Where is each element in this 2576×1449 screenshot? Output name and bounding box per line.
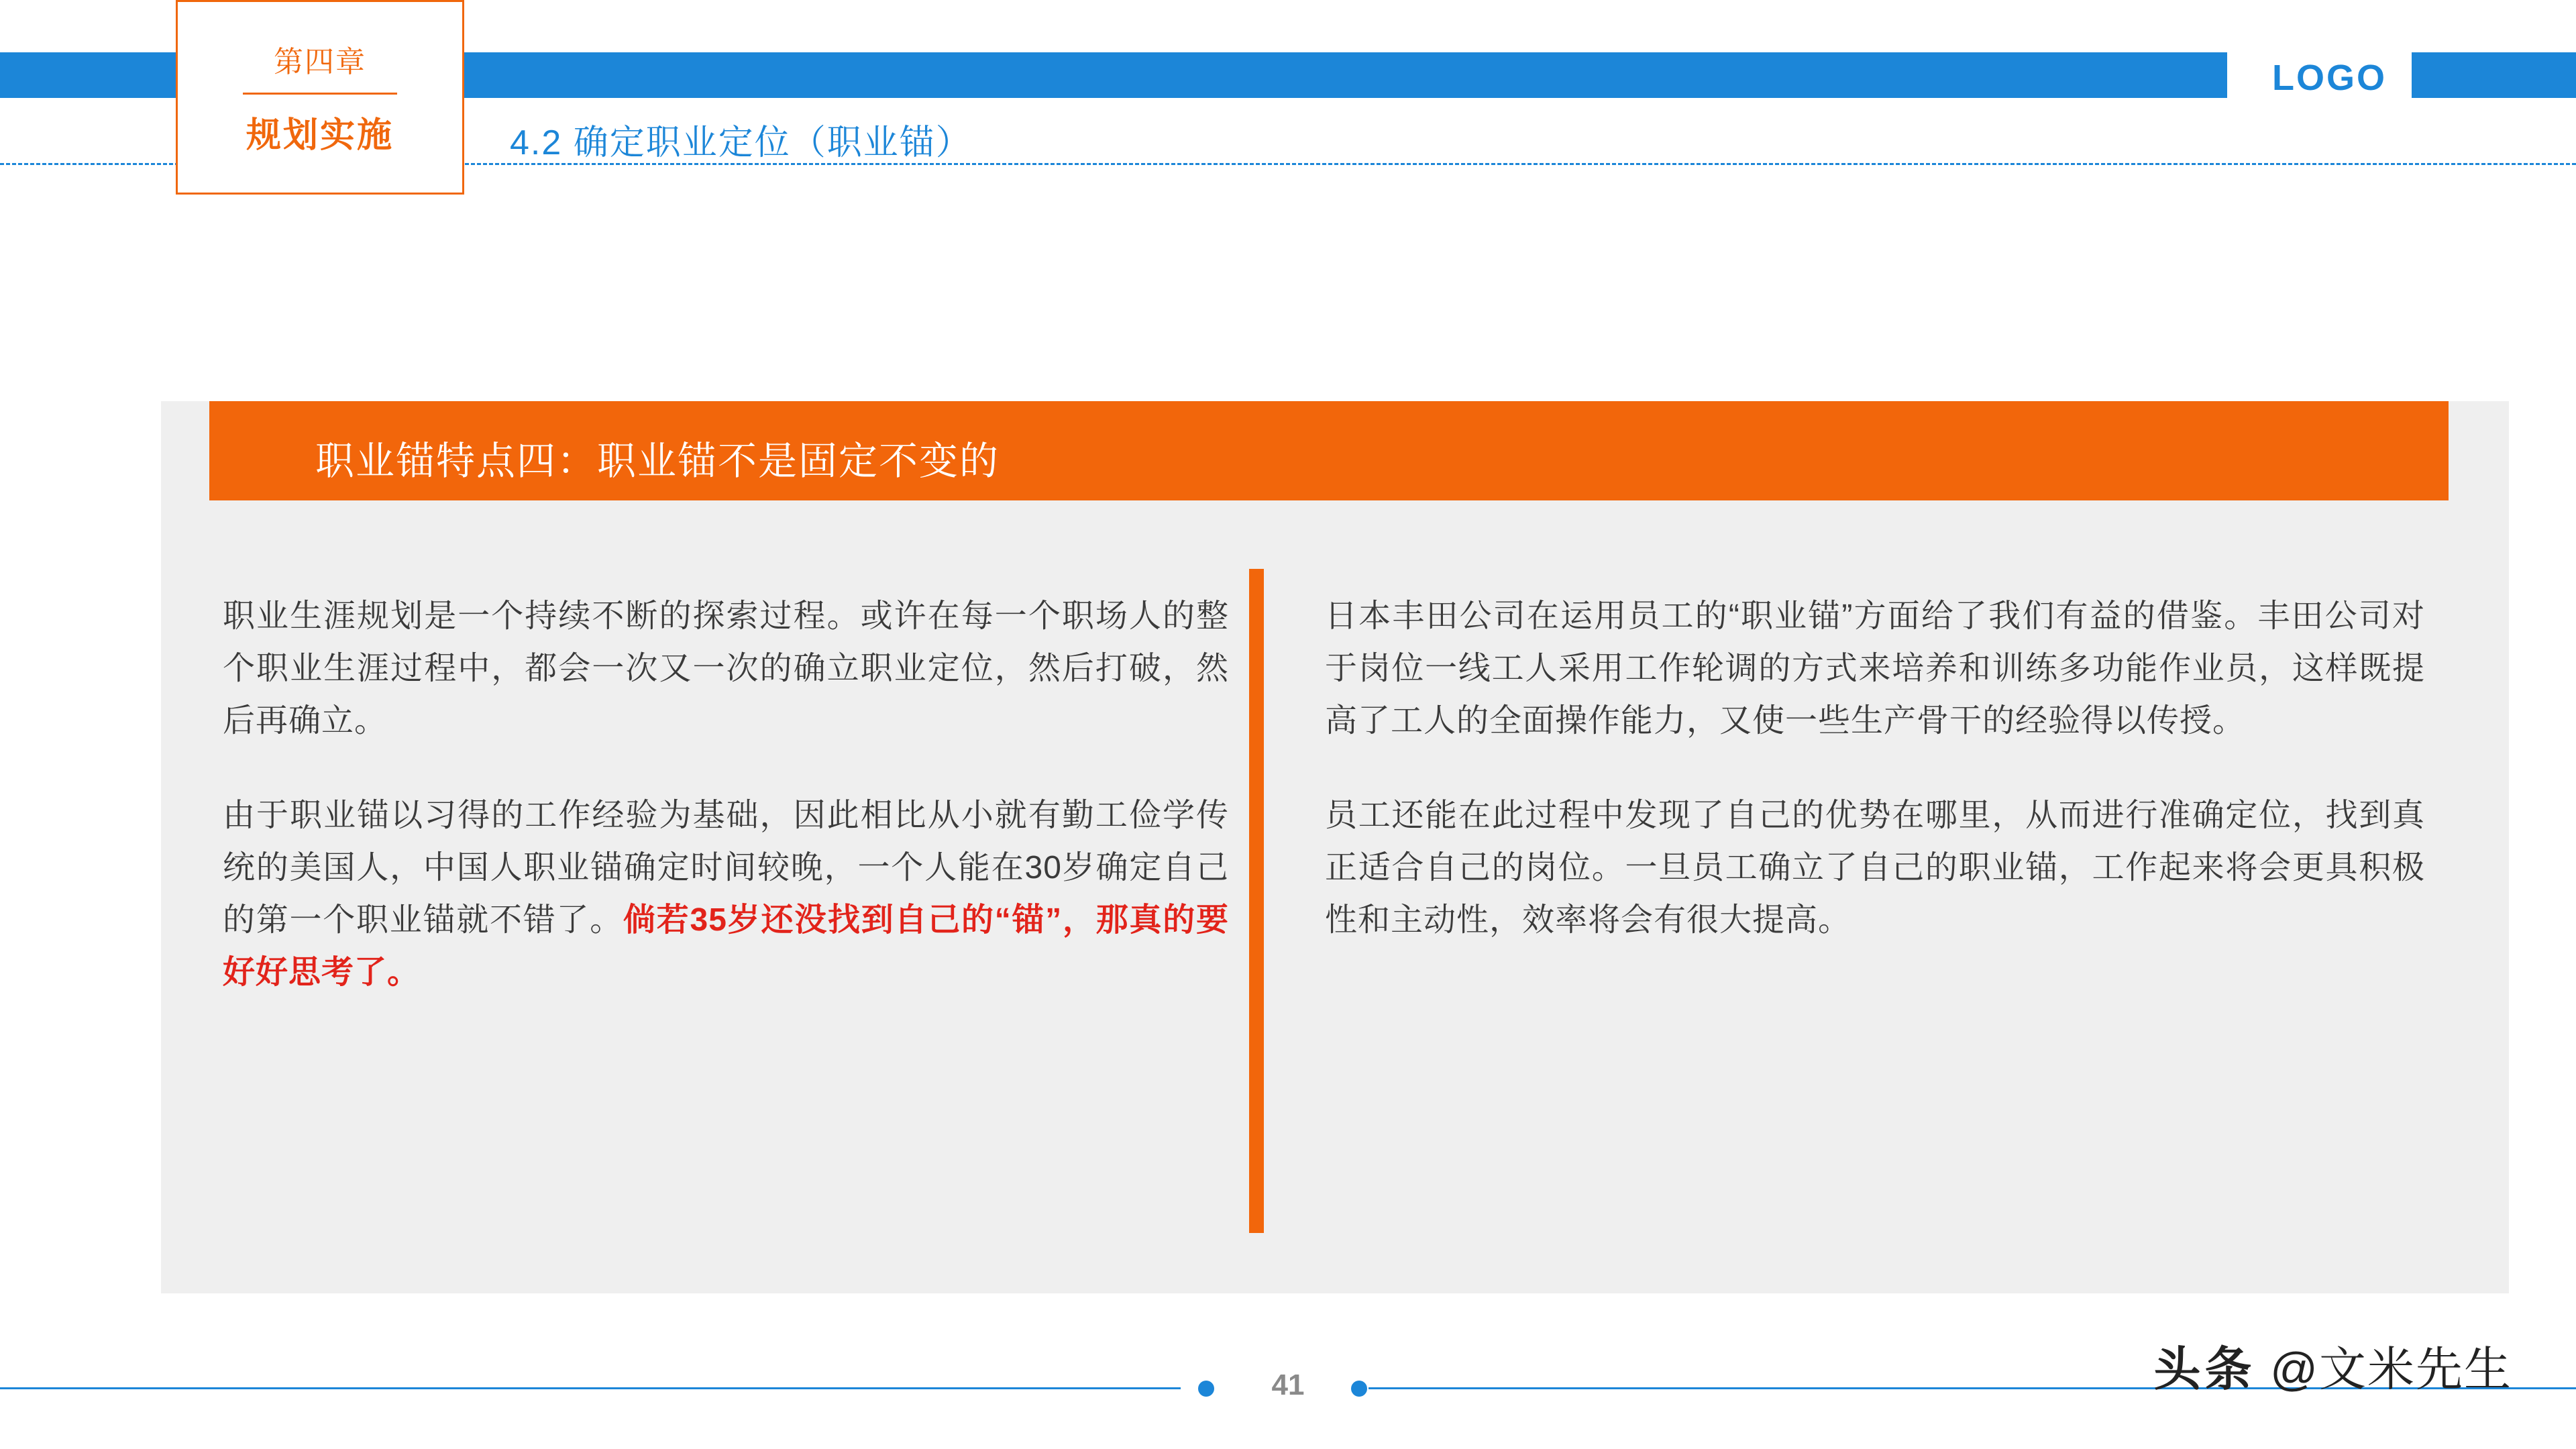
left-paragraph-2-plain: 由于职业锚以习得的工作经验为基础，因此相比从小就有勤工俭学传统的美国人，中国人职业锚确定时间较晚，一个人能在30岁确定自己的第一个职业锚就不错了。 — [223, 797, 1229, 938]
footer-dot-left — [1198, 1381, 1214, 1397]
left-paragraph-2 — [223, 790, 1229, 1000]
footer-line-left — [0, 1387, 1181, 1389]
chapter-number: 第四章 — [274, 46, 366, 78]
header-blue-bar-right — [2412, 52, 2576, 98]
right-paragraph-1: 日本丰田公司在运用员工的“职业锚”方面给了我们有益的借鉴。丰田公司对于岗位一线工人采用工作轮调的方式来培养和训练多功能作业员，这样既提高了工人的全面操作能力，又使一些生产骨干的经验得以传授。 — [1325, 598, 2425, 739]
left-column — [223, 590, 1229, 1000]
watermark-handle: @文米先生 — [2269, 1343, 2512, 1395]
section-title: 4.2 确定职业定位（职业锚） — [510, 123, 972, 162]
logo: LOGO — [2272, 58, 2387, 98]
watermark — [2153, 1332, 2512, 1399]
left-paragraph-1: 职业生涯规划是一个持续不断的探索过程。或许在每一个职场人的整个职业生涯过程中，都会一次又一次的确立职业定位，然后打破，然后再确立。 — [223, 598, 1229, 739]
chapter-name: 规划实施 — [246, 116, 394, 155]
page-number: 41 — [1271, 1368, 1305, 1401]
chapter-rule — [243, 93, 397, 95]
left-paragraph-2-highlight: 倘若35岁还没找到自己的“锚”，那真的要好好思考了。 — [223, 902, 1229, 991]
banner-title: 职业锚特点四：职业锚不是固定不变的 — [315, 439, 1000, 483]
chapter-badge — [176, 0, 464, 195]
watermark-prefix: 头条 — [2153, 1343, 2256, 1395]
right-paragraph-2: 员工还能在此过程中发现了自己的优势在哪里，从而进行准确定位，找到真正适合自己的岗位。一旦员工确立了自己的职业锚，工作起来将会更具积极性和主动性，效率将会有很大提高。 — [1325, 797, 2425, 938]
right-column — [1325, 590, 2425, 947]
column-divider — [1249, 569, 1264, 1233]
footer-dot-right — [1351, 1381, 1367, 1397]
